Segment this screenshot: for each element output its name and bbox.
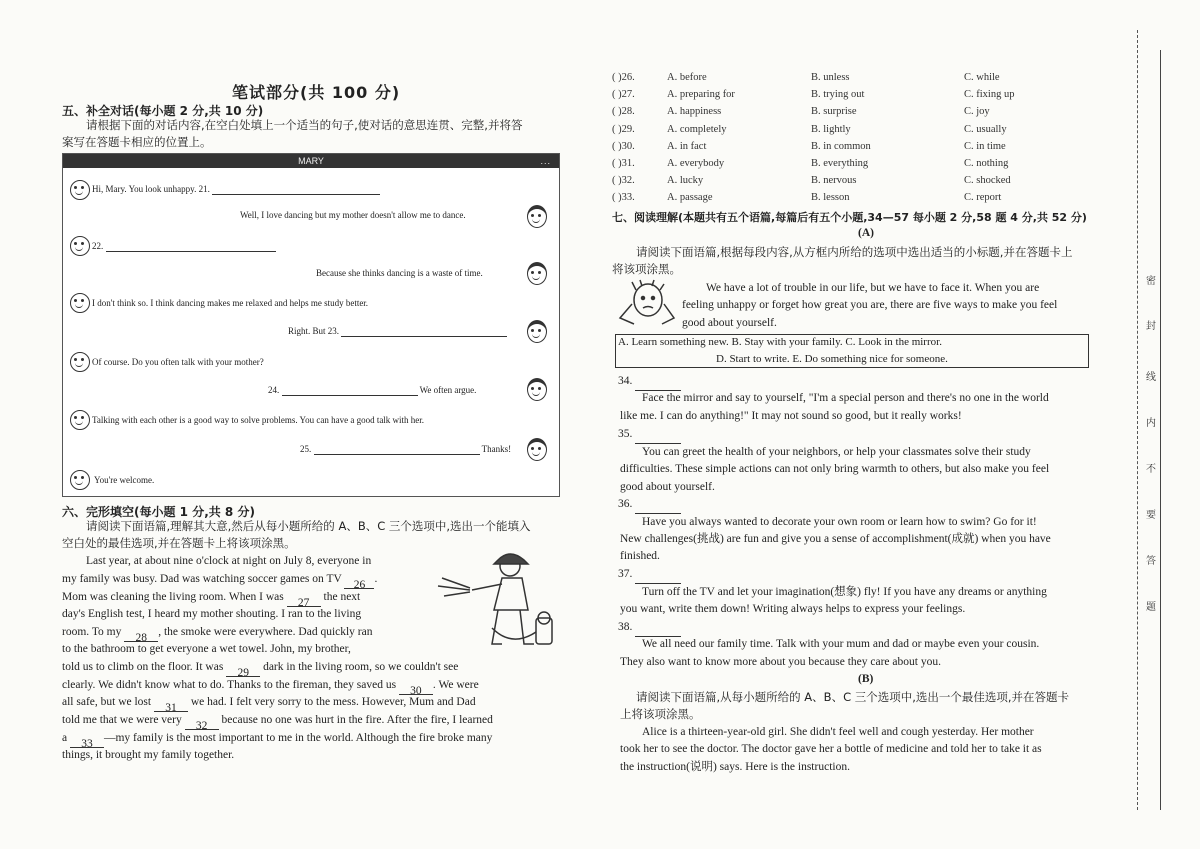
section5-instruction-1: 请根据下面的对话内容,在空白处填上一个适当的句子,使对话的意思连贯、完整,并将答 (86, 118, 523, 132)
part-a-label: (A) (858, 227, 874, 239)
heading-options-row-2: D. Start to write. E. Do something nice for someone. (716, 353, 948, 365)
option-number[interactable]: ( )27. (612, 89, 635, 100)
section7-heading: 七、阅读理解(本题共有五个语篇,每篇后有五个小题,34—57 每小题 2 分,58 题 4 分,共 52 分) (612, 211, 1087, 224)
dialog-line-24: 24. We often argue. (268, 385, 477, 395)
option-c: C. report (964, 192, 1002, 203)
seal-line-char: 封 (1146, 321, 1156, 332)
dialog-line-25: 25. Thanks! (300, 444, 512, 454)
cloze-line-12: things, it brought my family together. (62, 749, 235, 761)
dialog-line-23: Right. But 23. (288, 325, 507, 337)
cloze-line-9: all safe, but we lost 31 we had. I felt very sorry to the mess. However, Mum and Dad (62, 696, 476, 714)
heading-options-row-1: A. Learn something new. B. Stay with your family. C. Look in the mirror. (618, 336, 942, 348)
question-34: 34. (618, 373, 681, 391)
paragraph-37-line-2: you want, write them down! Writing always helps to express your feelings. (620, 603, 966, 615)
dialog-header (63, 154, 559, 168)
cloze-blank-27[interactable]: 27 (287, 595, 321, 607)
part-a-intro-1: We have a lot of trouble in our life, but we have to face it. When you are (706, 282, 1040, 294)
answer-blank-36[interactable] (635, 502, 681, 514)
seal-line-solid (1160, 50, 1161, 810)
part-b-paragraph-line-2: took her to see the doctor. The doctor gave her a bottle of medicine and told her to take it as (620, 743, 1042, 755)
option-number[interactable]: ( )29. (612, 124, 635, 135)
option-a: A. completely (667, 124, 727, 135)
paragraph-35-line-2: difficulties. These simple actions can not only bring warmth to others, but also make you feel (620, 463, 1050, 475)
answer-blank-22[interactable] (106, 242, 276, 252)
cloze-blank-26[interactable]: 26 (344, 577, 374, 589)
cloze-blank-28[interactable]: 28 (124, 630, 158, 642)
option-a: A. happiness (667, 106, 722, 117)
cloze-line-5: room. To my 28 , the smoke were everywhere. Dad quickly ran (62, 626, 373, 644)
option-c: C. joy (964, 106, 990, 117)
option-b: B. in common (811, 141, 871, 152)
answer-blank-21[interactable] (212, 185, 380, 195)
speaker-b-avatar-icon (527, 438, 547, 461)
part-a-instruction-2: 将该项涂黑。 (612, 262, 681, 276)
option-a: A. lucky (667, 175, 704, 186)
part-b-paragraph-line-3: the instruction(说明) says. Here is the instruction. (620, 761, 850, 773)
seal-line-char: 要 (1146, 510, 1156, 521)
dialog-line-a-4: Of course. Do you often talk with your mother? (92, 357, 264, 367)
option-c: C. in time (964, 141, 1006, 152)
part-a-intro-2: feeling unhappy or forget how great you are, there are five ways to make you feel (682, 299, 1058, 311)
option-b: B. everything (811, 158, 869, 169)
paragraph-38-line-1: We all need our family time. Talk with your mum and dad or maybe even your cousin. (642, 638, 1040, 650)
part-a-instruction-1: 请阅读下面语篇,根据每段内容,从方框内所给的选项中选出适当的小标题,并在答题卡上 (636, 245, 1073, 259)
dialog-line-a-6: You're welcome. (94, 475, 155, 485)
option-number[interactable]: ( )28. (612, 106, 635, 117)
paragraph-34-line-2: like me. I can do anything!" It may not sound so good, but it really works! (620, 410, 962, 422)
option-b: B. surprise (811, 106, 857, 117)
speaker-a-avatar-icon (70, 352, 90, 372)
answer-blank-23[interactable] (341, 327, 507, 337)
section6-instruction-1: 请阅读下面语篇,理解其大意,然后从每小题所给的 A、B、C 三个选项中,选出一个能填入 (86, 519, 531, 533)
speaker-b-avatar-icon (527, 205, 547, 228)
option-c: C. fixing up (964, 89, 1015, 100)
paragraph-34-line-1: Face the mirror and say to yourself, "I'm a special person and there's no one in the world (642, 392, 1049, 404)
dialog-line-22: 22. (92, 240, 276, 252)
option-c: C. nothing (964, 158, 1009, 169)
cloze-line-7: told us to climb on the floor. It was 29 dark in the living room, so we couldn't see (62, 661, 459, 679)
option-b: B. trying out (811, 89, 865, 100)
paragraph-38-line-2: They also want to know more about you because they care about you. (620, 656, 941, 668)
speaker-a-avatar-icon (70, 180, 90, 200)
option-a: A. passage (667, 192, 713, 203)
option-number[interactable]: ( )32. (612, 175, 635, 186)
dialog-line-a-5: Talking with each other is a good way to solve problems. You can have a good talk with her. (92, 415, 425, 425)
paragraph-37-line-1: Turn off the TV and let your imagination(想象) fly! If you have any dreams or anything (642, 586, 1047, 598)
cloze-line-10: told me that we were very 32 because no one was hurt in the fire. After the fire, I learned (62, 714, 493, 732)
option-a: A. preparing for (667, 89, 735, 100)
question-35: 35. (618, 426, 681, 444)
speaker-b-avatar-icon (527, 320, 547, 343)
option-number[interactable]: ( )33. (612, 192, 635, 203)
option-a: A. in fact (667, 141, 707, 152)
option-c: C. usually (964, 124, 1007, 135)
cloze-blank-30[interactable]: 30 (399, 683, 433, 695)
page-title: 笔试部分(共 100 分) (232, 83, 401, 102)
seal-line-char: 题 (1146, 602, 1156, 613)
dialog-line-mary-1: Well, I love dancing but my mother doesn't allow me to dance. (240, 210, 466, 220)
question-38: 38. (618, 619, 681, 637)
cloze-blank-29[interactable]: 29 (226, 665, 260, 677)
part-a-intro-3: good about yourself. (682, 317, 777, 329)
paragraph-35-line-1: You can greet the health of your neighbors, or help your classmates solve their study (642, 446, 1031, 458)
section6-heading: 六、完形填空(每小题 1 分,共 8 分) (62, 505, 255, 519)
option-c: C. while (964, 72, 1000, 83)
part-b-paragraph-line-1: Alice is a thirteen-year-old girl. She didn't feel well and cough yesterday. Her mother (642, 726, 1034, 738)
cloze-blank-31[interactable]: 31 (154, 700, 188, 712)
paragraph-36-line-1: Have you always wanted to decorate your own room or learn how to swim? Go for it! (642, 516, 1037, 528)
speaker-a-avatar-icon (70, 293, 90, 313)
answer-blank-25[interactable] (314, 445, 480, 455)
option-b: B. lightly (811, 124, 851, 135)
speaker-b-avatar-icon (527, 262, 547, 285)
speaker-a-avatar-icon (70, 410, 90, 430)
paragraph-35-line-3: good about yourself. (620, 481, 715, 493)
cloze-line-1: Last year, at about nine o'clock at night on July 8, everyone in (86, 555, 372, 567)
section5-heading: 五、补全对话(每小题 2 分,共 10 分) (62, 104, 264, 118)
cloze-blank-33[interactable]: 33 (70, 736, 104, 748)
seal-line-char: 密 (1146, 276, 1156, 287)
answer-blank-37[interactable] (635, 572, 681, 584)
cloze-blank-32[interactable]: 32 (185, 718, 219, 730)
option-b: B. lesson (811, 192, 850, 203)
option-a: A. everybody (667, 158, 725, 169)
option-c: C. shocked (964, 175, 1011, 186)
cloze-line-11: a 33 —my family is the most important to me in the world. Although the fire broke many (62, 732, 493, 750)
dialog-line-a-3: I don't think so. I think dancing makes me relaxed and helps me study better. (92, 298, 369, 308)
part-b-instruction-2: 上将该项涂黑。 (620, 707, 701, 721)
seal-line-char: 不 (1146, 464, 1156, 475)
cloze-line-3: Mom was cleaning the living room. When I was 27 the next (62, 591, 361, 609)
dialog-title: MARY (298, 156, 324, 166)
question-36: 36. (618, 496, 681, 514)
speaker-b-avatar-icon (527, 378, 547, 401)
question-37: 37. (618, 566, 681, 584)
cloze-line-8: clearly. We didn't know what to do. Thanks to the fireman, they saved us 30 . We were (62, 679, 479, 697)
speaker-a-avatar-icon (70, 236, 90, 256)
cloze-line-6: to the bathroom to get everyone a wet towel. John, my brother, (62, 643, 351, 655)
worried-person-illustration (614, 278, 678, 326)
option-b: B. unless (811, 72, 850, 83)
dialog-line-mary-2: Because she thinks dancing is a waste of time. (316, 268, 483, 278)
seal-line-char: 线 (1146, 372, 1156, 383)
part-b-instruction-1: 请阅读下面语篇,从每小题所给的 A、B、C 三个选项中,选出一个最佳选项,并在答题卡 (636, 690, 1070, 704)
option-number[interactable]: ( )26. (612, 72, 635, 83)
paragraph-36-line-2: New challenges(挑战) are fun and give you a sense of accomplishment(成就) when you have (620, 533, 1051, 545)
section5-instruction-2: 案写在答题卡相应的位置上。 (62, 135, 212, 149)
option-number[interactable]: ( )30. (612, 141, 635, 152)
answer-blank-35[interactable] (635, 432, 681, 444)
answer-blank-38[interactable] (635, 625, 681, 637)
dialog-line-21: Hi, Mary. You look unhappy. 21. (92, 183, 380, 195)
option-a: A. before (667, 72, 707, 83)
section6-instruction-2: 空白处的最佳选项,并在答题卡上将该项涂黑。 (62, 536, 296, 550)
seal-line-char: 内 (1146, 418, 1156, 429)
seal-line (1137, 30, 1139, 810)
answer-blank-34[interactable] (635, 379, 681, 391)
dialog-dots: ... (540, 156, 551, 166)
paragraph-36-line-3: finished. (620, 550, 660, 562)
option-b: B. nervous (811, 175, 857, 186)
cloze-line-2: my family was busy. Dad was watching soccer games on TV 26 . (62, 573, 378, 591)
cloze-line-4: day's English test, I heard my mother shouting. I ran to the living (62, 608, 362, 620)
answer-blank-24[interactable] (282, 386, 418, 396)
speaker-a-avatar-icon (70, 470, 90, 490)
option-number[interactable]: ( )31. (612, 158, 635, 169)
part-b-label: (B) (858, 673, 874, 685)
seal-line-char: 答 (1146, 556, 1156, 567)
firefighter-illustration (432, 548, 567, 658)
